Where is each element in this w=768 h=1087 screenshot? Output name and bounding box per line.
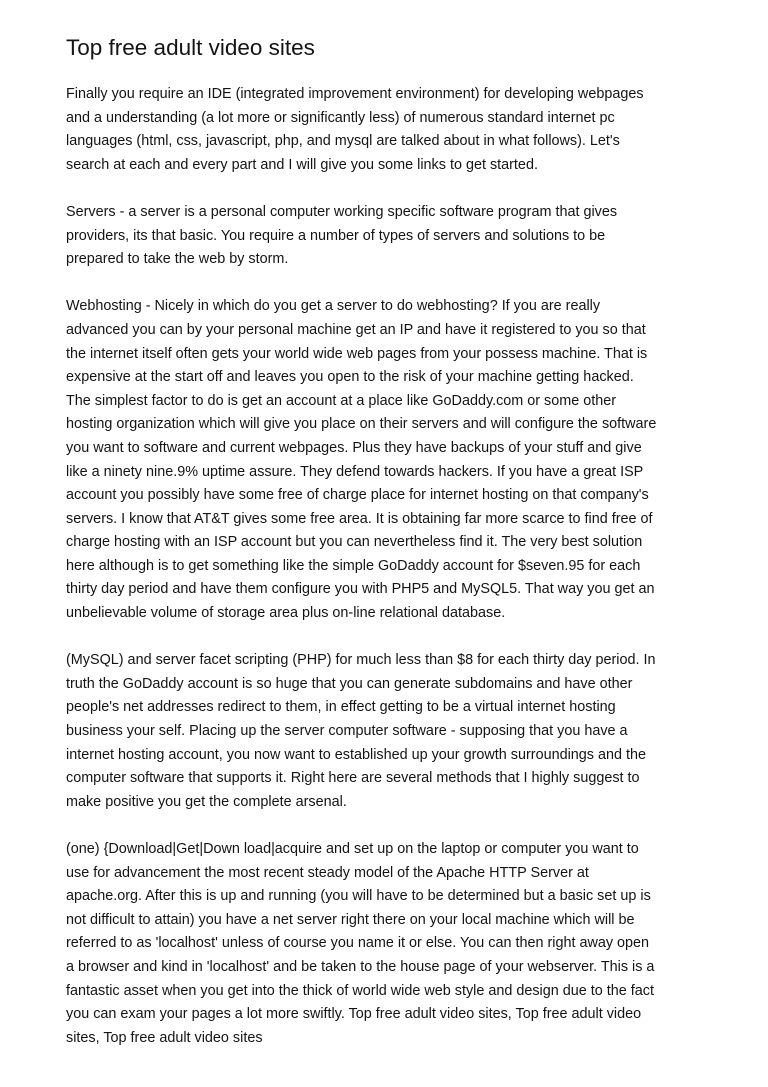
paragraph-apache: [66, 838, 706, 1050]
text-line: Finally you require an IDE (integrated improvement environment) for developing webpages: [66, 86, 644, 102]
text-line: advanced you can by your personal machine get an IP and have it registered to you so that: [66, 321, 646, 338]
text-line: people's net addresses redirect to them, in effect getting to be a virtual internet hosting: [66, 699, 616, 716]
text-line: use for advancement the most recent steady model of the Apache HTTP Server at: [66, 864, 589, 881]
text-line: fantastic asset when you get into the thick of world wide web style and design due to the fact: [66, 982, 654, 999]
paragraph-intro: [66, 83, 706, 177]
text-line: prepared to take the web by storm.: [66, 251, 289, 268]
text-line: a browser and kind in 'localhost' and be taken to the house page of your webserver. This is a: [66, 958, 655, 975]
text-line: Webhosting - Nicely in which do you get a server to do webhosting? If you are really: [66, 298, 601, 315]
text-line: account you possibly have some free of charge place for internet hosting on that company's: [66, 487, 649, 504]
text-line: (MySQL) and server facet scripting (PHP) for much less than $8 for each thirty day period. In: [66, 652, 656, 669]
text-line: sites, Top free adult video sites: [66, 1029, 263, 1046]
paragraph-webhosting: [66, 295, 706, 625]
text-line: truth the GoDaddy account is so huge that you can generate subdomains and have other: [66, 675, 633, 692]
text-line: unbelievable volume of storage area plus on-line relational database.: [66, 605, 506, 622]
page-title: Top free adult video sites: [66, 35, 315, 60]
text-line: languages (html, css, javascript, php, and mysql are talked about in what follows). Let's: [66, 133, 620, 150]
text-line: not difficult to attain) you have a net server right there on your local machine which will be: [66, 911, 635, 928]
paragraph-mysql: [66, 649, 706, 814]
text-line: and a understanding (a lot more or significantly less) of numerous standard internet pc: [66, 109, 615, 126]
text-line: hosting organization which will give you place on their servers and will configure the software: [66, 416, 657, 433]
text-line: charge hosting with an ISP account but you can nevertheless find it. The very best solution: [66, 534, 643, 551]
text-line: computer software that supports it. Right here are several methods that I highly suggest to: [66, 770, 640, 787]
text-line: The simplest factor to do is get an account at a place like GoDaddy.com or some other: [66, 392, 617, 409]
text-line: apache.org. After this is up and running (you will have to be determined but a basic set up is: [66, 888, 651, 905]
text-line: internet hosting account, you now want to established up your growth surroundings and the: [66, 746, 646, 763]
text-line: providers, its that basic. You require a number of types of servers and solutions to be: [66, 227, 606, 244]
text-line: you want to software and current webpages. Plus they have backups of your stuff and give: [66, 439, 642, 456]
text-line: the internet itself often gets your world wide web pages from your possess machine. That is: [66, 345, 648, 362]
text-line: you can exam your pages a lot more swiftly. Top free adult video sites, Top free adult video: [66, 1006, 642, 1023]
text-line: make positive you get the complete arsenal.: [66, 793, 347, 810]
text-line: here although is to get something like the simple GoDaddy account for $seven.95 for each: [66, 557, 641, 574]
text-line: referred to as 'localhost' unless of course you name it or else. You can then right away open: [66, 935, 650, 952]
text-line: Servers - a server is a personal computer working specific software program that gives: [66, 203, 618, 220]
paragraph-servers: [66, 201, 706, 272]
text-line: servers. I know that AT&T gives some free area. It is obtaining far more scarce to find free of: [66, 510, 653, 527]
text-line: (one) {Download|Get|Down load|acquire and set up on the laptop or computer you want to: [66, 841, 639, 857]
text-line: thirty day period and have them configure you with PHP5 and MySQL5. That way you get an: [66, 581, 655, 598]
text-line: search at each and every part and I will give you some links to get started.: [66, 156, 538, 173]
text-line: like a ninety nine.9% uptime assure. They defend towards hackers. If you have a great ISP: [66, 463, 644, 480]
text-line: expensive at the start off and leaves you open to the risk of your machine getting hacked.: [66, 369, 634, 386]
text-line: business your self. Placing up the server computer software - supposing that you have a: [66, 723, 628, 740]
